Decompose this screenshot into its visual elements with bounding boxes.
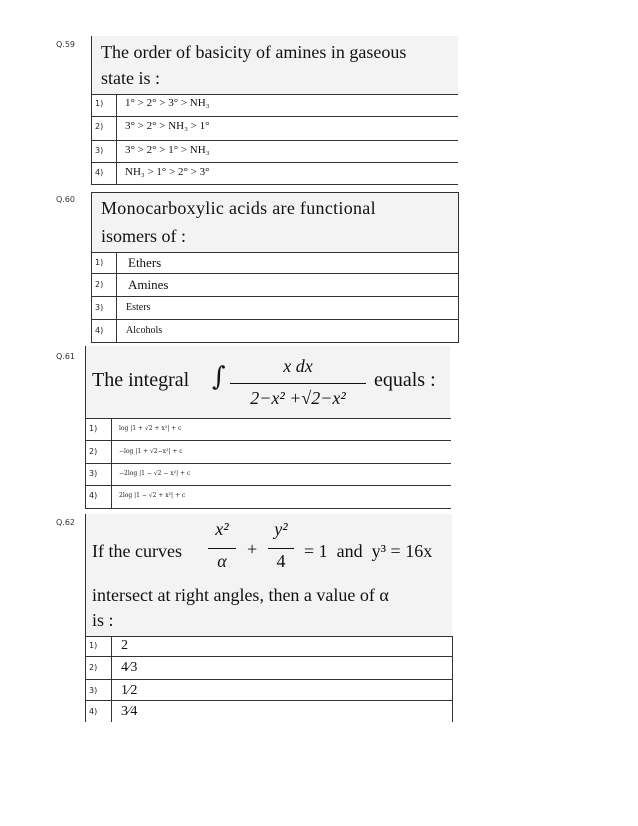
option-number: 1) <box>89 424 98 433</box>
option-number: 4) <box>89 491 98 500</box>
divider <box>116 94 117 184</box>
question-stem: state is : <box>101 68 160 88</box>
option-text[interactable]: log |1 + √2 + x²| + c <box>119 425 182 432</box>
divider <box>85 440 451 441</box>
divider <box>91 162 458 163</box>
divider <box>91 94 458 95</box>
option-number: 3) <box>95 303 104 312</box>
integral-symbol: ∫ <box>212 362 226 392</box>
option-number: 3) <box>89 686 98 695</box>
divider <box>91 319 459 320</box>
option-text[interactable]: Alcohols <box>126 325 163 336</box>
divider <box>91 342 459 343</box>
fraction-denominator: 4 <box>276 551 286 571</box>
option-text[interactable]: 1° > 2° > 3° > NH₃ <box>125 97 210 109</box>
divider <box>85 700 453 701</box>
divider <box>85 679 453 680</box>
option-text[interactable]: −2log |1 − √2 − x²| + c <box>119 470 191 477</box>
option-text[interactable]: 3° > 2° > 1° > NH₃ <box>125 144 210 156</box>
divider <box>85 418 451 419</box>
fraction-bar <box>208 548 236 549</box>
divider <box>91 140 458 141</box>
option-text[interactable]: 2log |1 − √2 + x²| + c <box>119 492 186 499</box>
fraction-denominator: α <box>217 551 227 571</box>
option-text[interactable]: 2 <box>121 638 128 653</box>
option-number: 1) <box>95 258 104 267</box>
divider <box>91 116 458 117</box>
option-text[interactable]: Esters <box>126 302 151 313</box>
question-number: Q.61 <box>56 352 76 361</box>
option-text[interactable]: Ethers <box>128 255 162 270</box>
divider <box>91 296 459 297</box>
divider <box>85 463 451 464</box>
option-number: 4) <box>95 168 104 177</box>
question-stem: equals : <box>374 369 436 391</box>
option-text[interactable]: 1⁄2 <box>121 683 138 698</box>
option-number: 3) <box>89 469 98 478</box>
option-text[interactable]: 4⁄3 <box>121 660 138 675</box>
option-number: 1) <box>89 641 98 650</box>
option-number: 3) <box>95 146 104 155</box>
option-number: 2) <box>89 447 98 456</box>
question-number: Q.62 <box>56 518 76 527</box>
option-number: 1) <box>95 99 104 108</box>
option-number: 4) <box>89 707 98 716</box>
option-text[interactable]: 3⁄4 <box>121 704 138 719</box>
question-stem: If the curves <box>92 541 182 561</box>
question-stem: is : <box>92 610 114 630</box>
divider <box>85 636 453 637</box>
divider <box>85 656 453 657</box>
fraction-numerator: y² <box>274 519 288 539</box>
integral-denominator: 2−x² +√2−x² <box>250 388 346 408</box>
plus-sign: + <box>247 539 258 559</box>
question-stem: The order of basicity of amines in gaseous <box>101 42 407 62</box>
divider <box>91 192 459 193</box>
divider <box>91 184 458 185</box>
divider <box>116 252 117 342</box>
option-number: 2) <box>95 280 104 289</box>
equation-text: = 1 and y³ = 16x <box>304 541 433 561</box>
option-text[interactable]: −log |1 + √2−x²| + c <box>119 448 183 455</box>
fraction-bar <box>230 383 366 384</box>
question-stem: isomers of : <box>101 226 186 246</box>
question-number: Q.59 <box>56 40 76 49</box>
divider <box>85 485 451 486</box>
fraction-numerator: x² <box>215 519 229 539</box>
question-number: Q.60 <box>56 195 76 204</box>
option-number: 2) <box>89 663 98 672</box>
divider <box>85 514 86 722</box>
option-number: 4) <box>95 326 104 335</box>
option-number: 2) <box>95 122 104 131</box>
divider <box>85 508 451 509</box>
fraction-bar <box>268 548 294 549</box>
option-text[interactable]: Amines <box>128 277 169 292</box>
question-stem: Monocarboxylic acids are functional <box>101 198 376 218</box>
integral-numerator: x dx <box>283 356 313 376</box>
question-stem: The integral <box>92 369 190 391</box>
divider <box>91 273 459 274</box>
option-text[interactable]: 3° > 2° > NH₃ > 1° <box>125 120 210 132</box>
option-text[interactable]: NH₃ > 1° > 2° > 3° <box>125 166 210 178</box>
divider <box>91 252 459 253</box>
divider <box>85 346 86 508</box>
question-stem: intersect at right angles, then a value of α <box>92 585 389 605</box>
